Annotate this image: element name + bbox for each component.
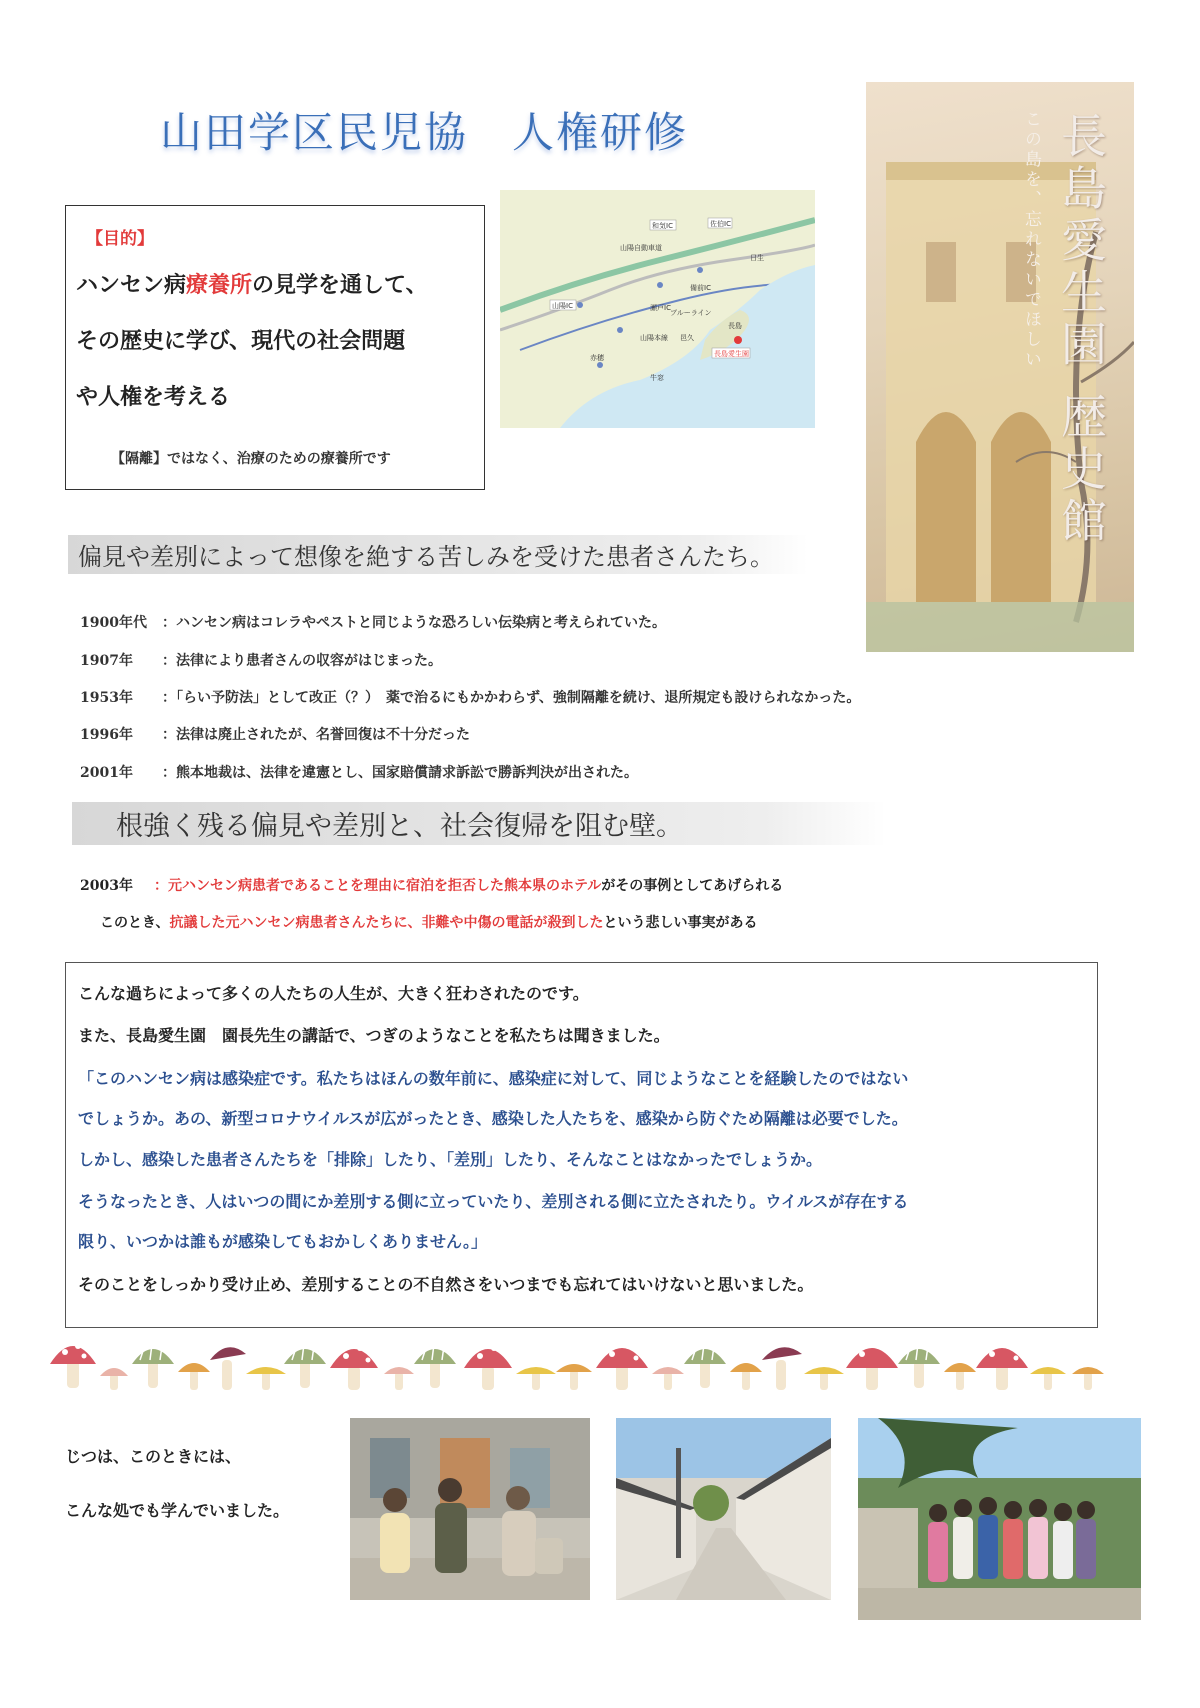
mushroom-icon — [762, 1347, 802, 1390]
timeline-year: 1907年 — [80, 653, 133, 669]
map-label: 瀬戸IC — [650, 304, 671, 312]
event-2003-line-2-red: 抗議した元ハンセン病患者さんたちに、非難や中傷の電話が殺到した — [169, 915, 604, 931]
cover-subtitle: この島を、忘れないでほしい — [1021, 110, 1041, 370]
purpose-line-2: その歴史に学び、現代の社会問題 — [76, 329, 406, 354]
mushroom-icon — [596, 1343, 648, 1390]
mushroom-icon — [50, 1343, 96, 1388]
map-label: 佐伯IC — [710, 220, 731, 228]
map-label: 和気IC — [652, 222, 673, 230]
event-2003-line-2-post: という悲しい事実がある — [603, 915, 758, 931]
event-2003-line-1 — [80, 875, 783, 895]
map-label: 赤穂 — [590, 354, 604, 362]
timeline-year: 1900年代 — [80, 615, 147, 631]
timeline-year: 1996年 — [80, 727, 133, 743]
timeline-text: ：熊本地裁は、法律を違憲とし、国家賠償請求訴訟で勝訴判決が出された。 — [162, 765, 638, 781]
map-label: 山陽IC — [552, 302, 573, 310]
mushroom-icon — [384, 1367, 414, 1390]
map-label: 邑久 — [680, 334, 694, 342]
timeline-row — [80, 612, 666, 632]
purpose-line-1-post: の見学を通して、 — [252, 273, 428, 298]
event-2003-line-2 — [100, 912, 757, 932]
purpose-box — [65, 205, 485, 490]
mushroom-icon — [414, 1344, 456, 1388]
quote-line: そうなったとき、人はいつの間にか差別する側に立っていたり、差別される側に立たされたり。ウイルスが存在する — [78, 1192, 909, 1211]
timeline-text: ：ハンセン病はコレラやペストと同じような恐ろしい伝染病と考えられていた。 — [162, 615, 666, 631]
map-label: 日生 — [750, 254, 764, 262]
mushroom-icon — [1072, 1367, 1104, 1390]
mushroom-icon — [846, 1343, 898, 1390]
museum-cover-image — [866, 82, 1134, 652]
mushroom-icon — [284, 1344, 326, 1388]
mushroom-icon — [804, 1367, 844, 1390]
event-2003-year: 2003年 — [80, 878, 133, 894]
cover-title: 長島愛生園 歴史館 — [1054, 112, 1108, 549]
quote-line: 「このハンセン病は感染症です。私たちはほんの数年前に、感染症に対して、同じようなことを経験したのではない — [78, 1069, 909, 1088]
quote-line: こんな過ちによって多くの人たちの人生が、大きく狂わされたのです。 — [78, 984, 589, 1003]
mushroom-icon — [944, 1363, 976, 1390]
quote-line: しかし、感染した患者さんたちを「排除」したり、「差別」したり、そんなことはなかったでしょうか。 — [78, 1150, 823, 1169]
map-label: 牛窓 — [650, 374, 664, 382]
quote-line: また、長島愛生園 園長先生の講話で、つぎのようなことを私たちは聞きました。 — [78, 1026, 670, 1045]
mushroom-icon — [730, 1363, 762, 1390]
purpose-line-1-red: 療養所 — [186, 273, 253, 298]
quote-line: そのことをしっかり受け止め、差別することの不自然さをいつまでも忘れてはいけないと思いました。 — [78, 1275, 814, 1294]
purpose-line-1-pre: ハンセン病 — [76, 273, 187, 298]
timeline-row — [80, 650, 442, 670]
bottom-text-line-2: こんな処でも学んでいました。 — [65, 1501, 290, 1520]
photo-group-walking — [350, 1418, 590, 1600]
mushroom-icon — [684, 1344, 726, 1388]
mushroom-icon — [1030, 1367, 1066, 1390]
purpose-line-3: や人権を考える — [76, 385, 231, 410]
timeline-text: ：法律は廃止されたが、名誉回復は不十分だった — [162, 727, 470, 743]
photo-historic-street — [616, 1418, 831, 1600]
timeline-row — [80, 687, 860, 707]
mushroom-icon — [210, 1347, 246, 1390]
mushroom-icon — [464, 1345, 512, 1390]
purpose-line-1 — [76, 268, 428, 299]
event-2003-line-2-pre: このとき、 — [100, 915, 170, 931]
map-graphic — [500, 190, 815, 428]
mushroom-icon — [246, 1367, 286, 1390]
page-title: 山田学区民児協 人権研修 — [160, 108, 689, 157]
mushroom-icon — [556, 1364, 592, 1390]
area-map — [500, 190, 815, 428]
map-label: ブルーライン — [670, 309, 712, 317]
map-label: 備前IC — [690, 284, 711, 292]
mushroom-icon — [652, 1367, 684, 1390]
event-2003-post: がその事例としてあげられる — [601, 878, 784, 894]
mushroom-icon — [132, 1344, 174, 1388]
mushroom-icon — [976, 1343, 1028, 1390]
map-label: 長島 — [728, 322, 742, 330]
photo-group-outdoor — [858, 1418, 1141, 1620]
timeline-text: ：法律により患者さんの収容がはじまった。 — [162, 653, 442, 669]
timeline-row — [80, 724, 470, 744]
quote-line: 限り、いつかは誰もが感染してもおかしくありません。」 — [78, 1232, 487, 1251]
purpose-note: 【隔離】ではなく、治療のための療養所です — [111, 451, 391, 467]
quote-line: でしょうか。あの、新型コロナウイルスが広がったとき、感染した人たちを、感染から防ぐため隔離は必要でした。 — [78, 1109, 908, 1128]
mushroom-border — [50, 1330, 1140, 1400]
mushroom-icon — [516, 1367, 556, 1390]
purpose-label: 【目的】 — [86, 229, 154, 249]
timeline-year: 2001年 — [80, 765, 133, 781]
timeline-year: 1953年 — [80, 690, 133, 706]
map-label: 山陽本線 — [640, 334, 668, 342]
mushroom-icon — [898, 1344, 940, 1388]
heading-prejudice: 偏見や差別によって想像を絶する苦しみを受けた患者さんたち。 — [68, 535, 808, 574]
map-label: 長島愛生園 — [714, 350, 749, 358]
event-2003-red: ：元ハンセン病患者であることを理由に宿泊を拒否した熊本県のホテル — [154, 878, 602, 894]
timeline-row — [80, 762, 638, 782]
lecture-quote-box — [65, 962, 1098, 1328]
mushroom-icon — [178, 1363, 210, 1390]
timeline-text: ：「らい予防法」として改正（？） 薬で治るにもかかわらず、強制隔離を続け、退所規定も設けられなかった。 — [162, 690, 861, 706]
map-label: 山陽自動車道 — [620, 244, 662, 252]
mushroom-icon — [100, 1368, 128, 1390]
bottom-text-line-1: じつは、このときには、 — [65, 1447, 242, 1466]
mushroom-icon — [330, 1345, 378, 1390]
heading-barriers: 根強く残る偏見や差別と、社会復帰を阻む壁。 — [72, 802, 886, 845]
